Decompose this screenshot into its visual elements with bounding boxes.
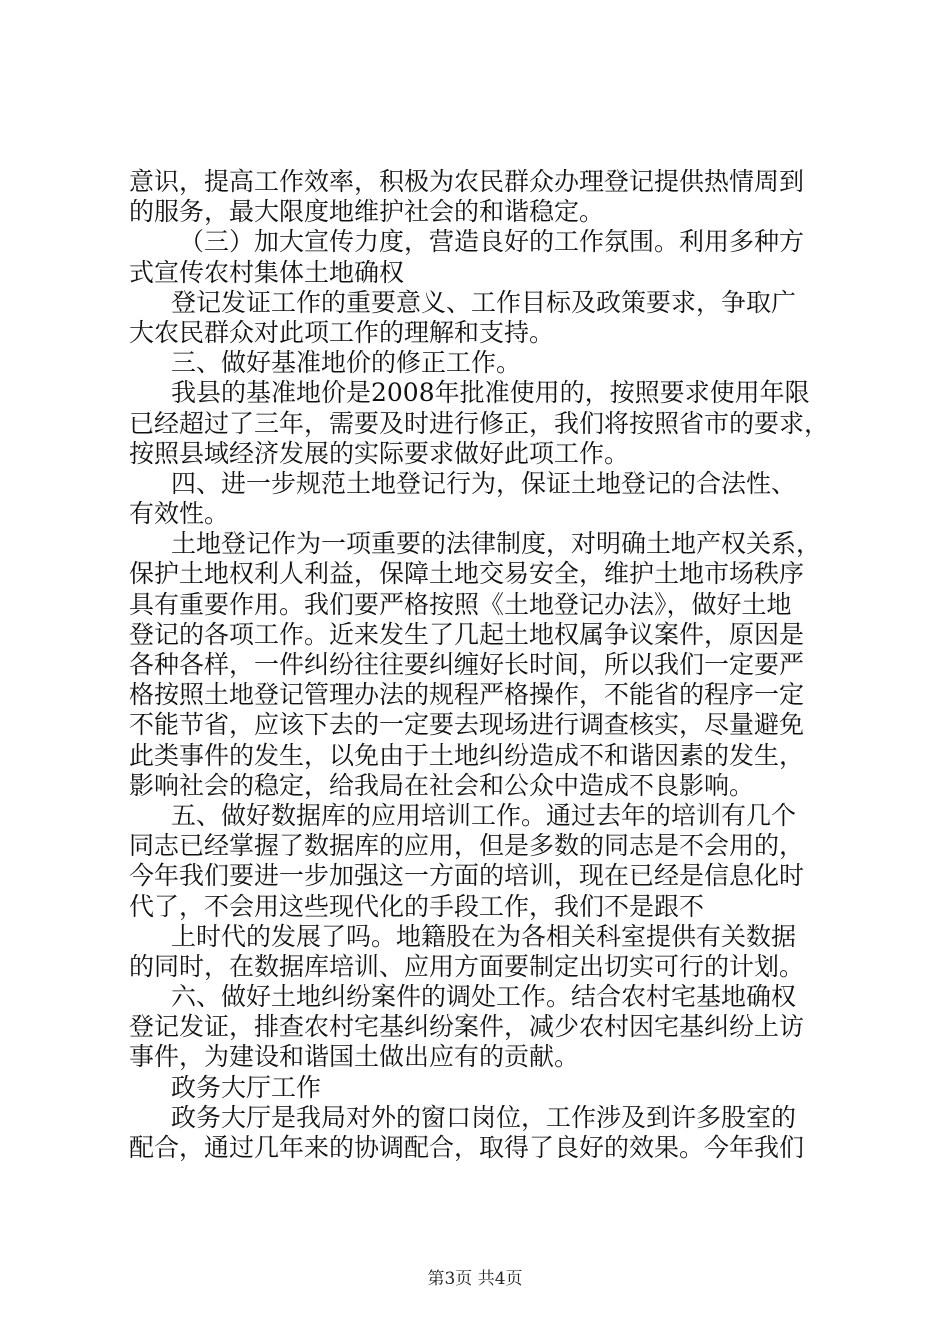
text-line: 土地登记作为一项重要的法律制度，对明确土地产权关系， [171, 529, 822, 559]
text-line: 配合，通过几年来的协调配合，取得了良好的效果。今年我们 [129, 1133, 805, 1162]
text-line: 此类事件的发生，以免由于土地纠纷造成不和谐因素的发生， [129, 740, 805, 770]
text-line: （三）加大宣传力度，营造良好的工作氛围。利用多种方 [179, 227, 805, 257]
text-line: 已经超过了三年，需要及时进行修正，我们将按照省市的要求， [129, 408, 830, 438]
text-line: 代了，不会用这些现代化的手段工作，我们不是跟不 [129, 891, 705, 921]
text-line: 保护土地权利人利益，保障土地交易安全，维护土地市场秩序 [129, 559, 805, 589]
text-line: 按照县域经济发展的实际要求做好此项工作。 [129, 438, 630, 468]
text-line: 影响社会的稳定，给我局在社会和公众中造成不良影响。 [129, 770, 755, 800]
section-heading: 五、做好数据库的应用培训工作。通过去年的培训有几个 [171, 800, 797, 830]
text-line: 格按照土地登记管理办法的规程严格操作，不能省的程序一定 [129, 680, 805, 710]
page-number-footer: 第3页 共4页 [427, 1269, 523, 1289]
document-body [129, 167, 831, 1163]
section-heading: 三、做好基准地价的修正工作。 [171, 348, 522, 378]
section-heading: 六、做好土地纠纷案件的调处工作。结合农村宅基地确权 [171, 982, 797, 1012]
text-line: 登记发证工作的重要意义、工作目标及政策要求，争取广 [171, 287, 797, 317]
text-line: 我县的基准地价是2008年批准使用的，按照要求使用年限 [171, 378, 810, 408]
text-line: 今年我们要进一步加强这一方面的培训，现在已经是信息化时 [129, 861, 805, 891]
text-line: 意识，提高工作效率，积极为农民群众办理登记提供热情周到 [129, 167, 805, 196]
text-line: 各种各样，一件纠纷往往要纠缠好长时间，所以我们一定要严 [129, 650, 805, 679]
text-line: 有效性。 [129, 499, 230, 529]
text-line: 政务大厅是我局对外的窗口岗位，工作涉及到许多股室的 [171, 1102, 797, 1132]
section-heading: 四、进一步规范土地登记行为，保证土地登记的合法性、 [171, 468, 797, 498]
text-line: 的服务，最大限度地维护社会的和谐稳定。 [129, 197, 605, 227]
text-line: 上时代的发展了吗。地籍股在为各相关科室提供有关数据 [171, 921, 797, 951]
text-line: 同志已经掌握了数据库的应用，但是多数的同志是不会用的， [129, 831, 805, 861]
text-line: 具有重要作用。我们要严格按照《土地登记办法》，做好土地 [129, 589, 792, 619]
text-line: 登记发证，排查农村宅基纠纷案件，减少农村因宅基纠纷上访 [129, 1012, 805, 1042]
section-heading: 政务大厅工作 [171, 1072, 322, 1102]
text-line: 不能节省，应该下去的一定要去现场进行调查核实，尽量避免 [129, 710, 805, 740]
text-line: 登记的各项工作。近来发生了几起土地权属争议案件，原因是 [129, 619, 805, 649]
text-line: 事件，为建设和谐国土做出应有的贡献。 [129, 1042, 580, 1072]
text-line: 式宣传农村集体土地确权 [129, 257, 405, 287]
text-line: 大农民群众对此项工作的理解和支持。 [129, 317, 555, 347]
text-line: 的同时，在数据库培训、应用方面要制定出切实可行的计划。 [129, 951, 805, 981]
